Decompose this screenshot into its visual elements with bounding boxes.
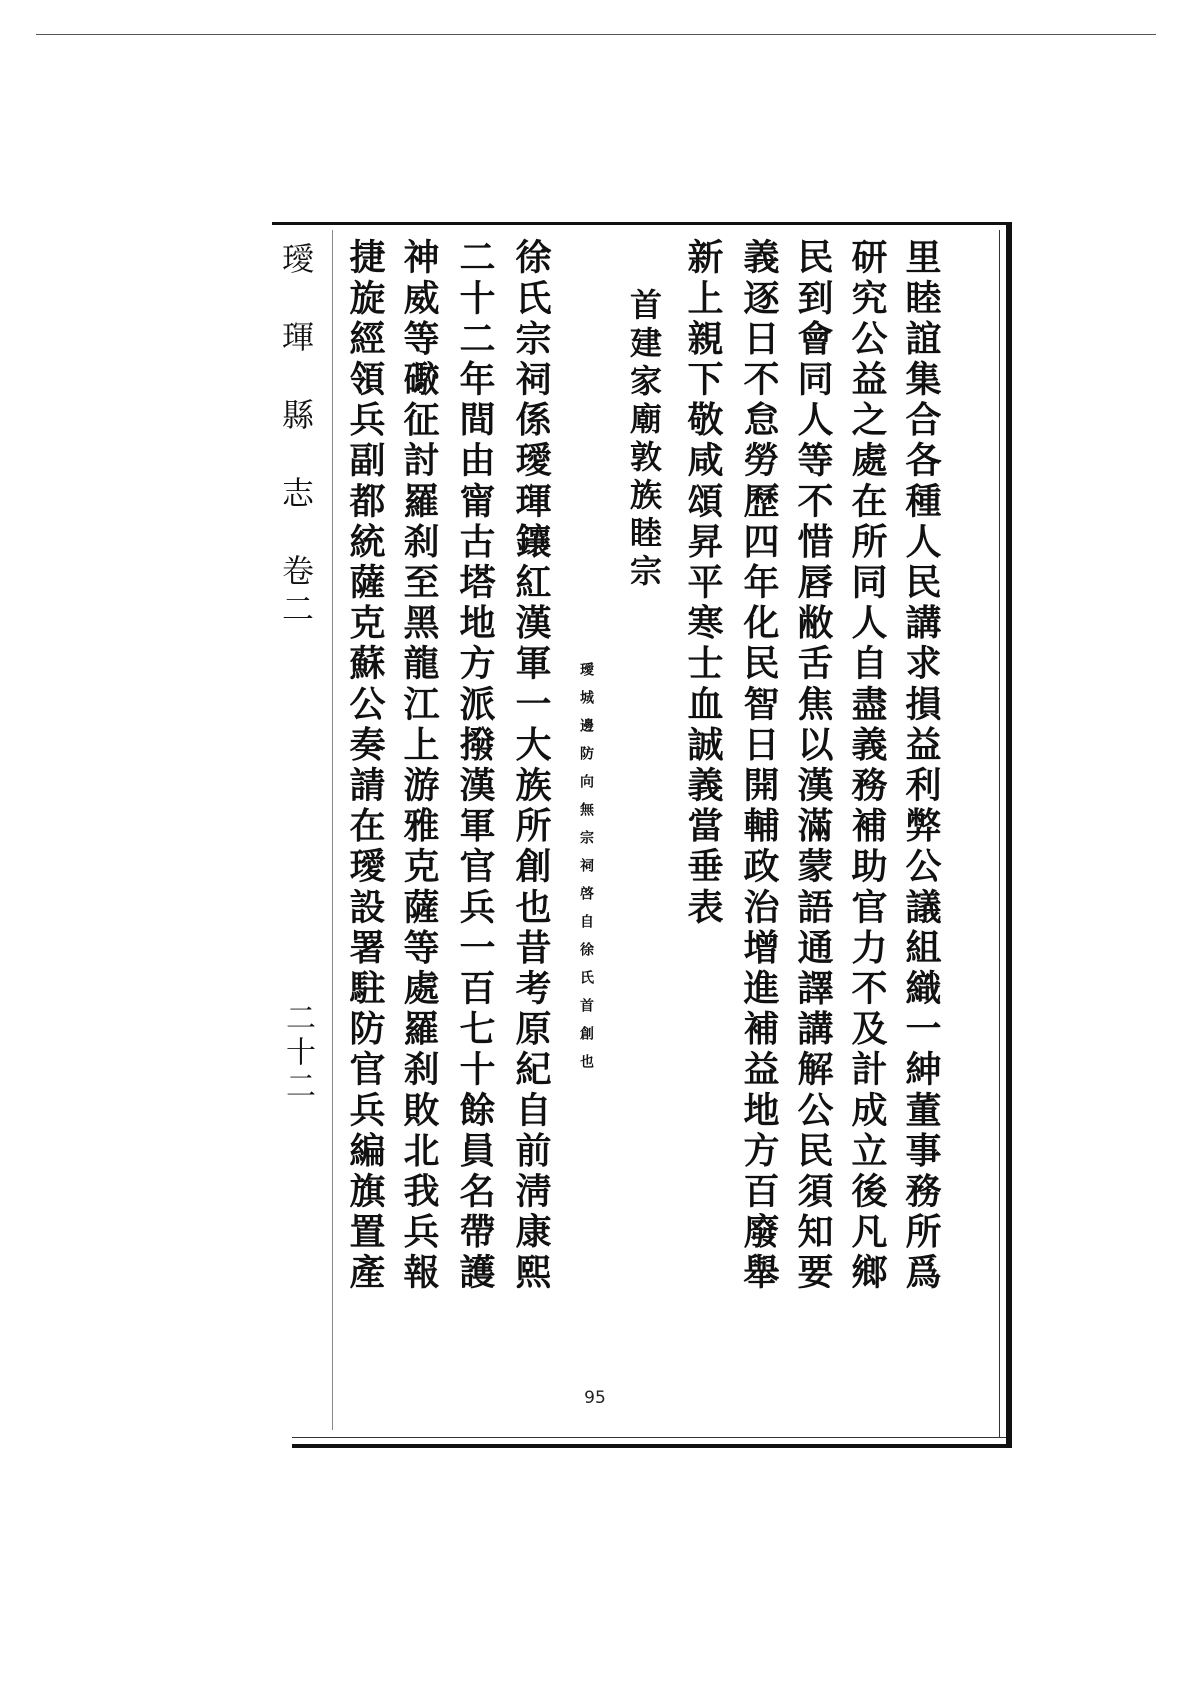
text-column-5: 新上親下敬咸頌昇平寒士血誠義當垂表 (682, 238, 723, 929)
page-number: 95 (584, 1388, 606, 1408)
margin-book-title (276, 242, 316, 630)
top-rule (36, 34, 1156, 35)
margin-volume-text: 卷二 (277, 554, 315, 630)
frame-right-border (1006, 222, 1012, 1448)
margin-page-number: 二十二 (280, 1002, 315, 1104)
text-column-2: 研究公益之處在所同人自盡義務補助官力不及計成立後凡鄉 (846, 238, 887, 1294)
text-column-6: 徐氏宗祠係璦琿鑲紅漢軍一大族所創也昔考原紀自前淸康熙 (510, 238, 551, 1294)
text-column-9: 捷旋經領兵副都統薩克蘇公奏請在璦設署駐防官兵編旗置產 (344, 238, 385, 1294)
text-column-1: 里睦誼集合各種人民講求損益利弊公議組織一紳董事務所爲 (900, 238, 941, 1294)
margin-rule (332, 230, 333, 1430)
frame-bottom-border (292, 1444, 1012, 1448)
heading-note: 璦城邊防向無宗祠啓自徐氏首創也 (578, 662, 594, 1082)
frame-bottom-inner-border (292, 1437, 1006, 1438)
text-column-3: 民到會同人等不惜唇敝舌焦以漢滿蒙語通譯講解公民須知要 (792, 238, 833, 1294)
text-column-4: 義逐日不怠勞歷四年化民智日開輔政治增進補益地方百廢舉 (738, 238, 779, 1294)
text-column-8: 神威等礮征討羅刹至黑龍江上游雅克薩等處羅刹敗北我兵報 (398, 238, 439, 1294)
book-page (272, 222, 1012, 1448)
margin-title-text: 璦琿縣志 (277, 242, 315, 554)
section-heading: 首建家廟敦族睦宗 (625, 288, 663, 592)
text-column-7: 二十二年間由甯古塔地方派撥漢軍官兵一百七十餘員名帶護 (454, 238, 495, 1294)
frame-inner-right-border (999, 230, 1000, 1438)
frame-top-border (272, 222, 1012, 225)
